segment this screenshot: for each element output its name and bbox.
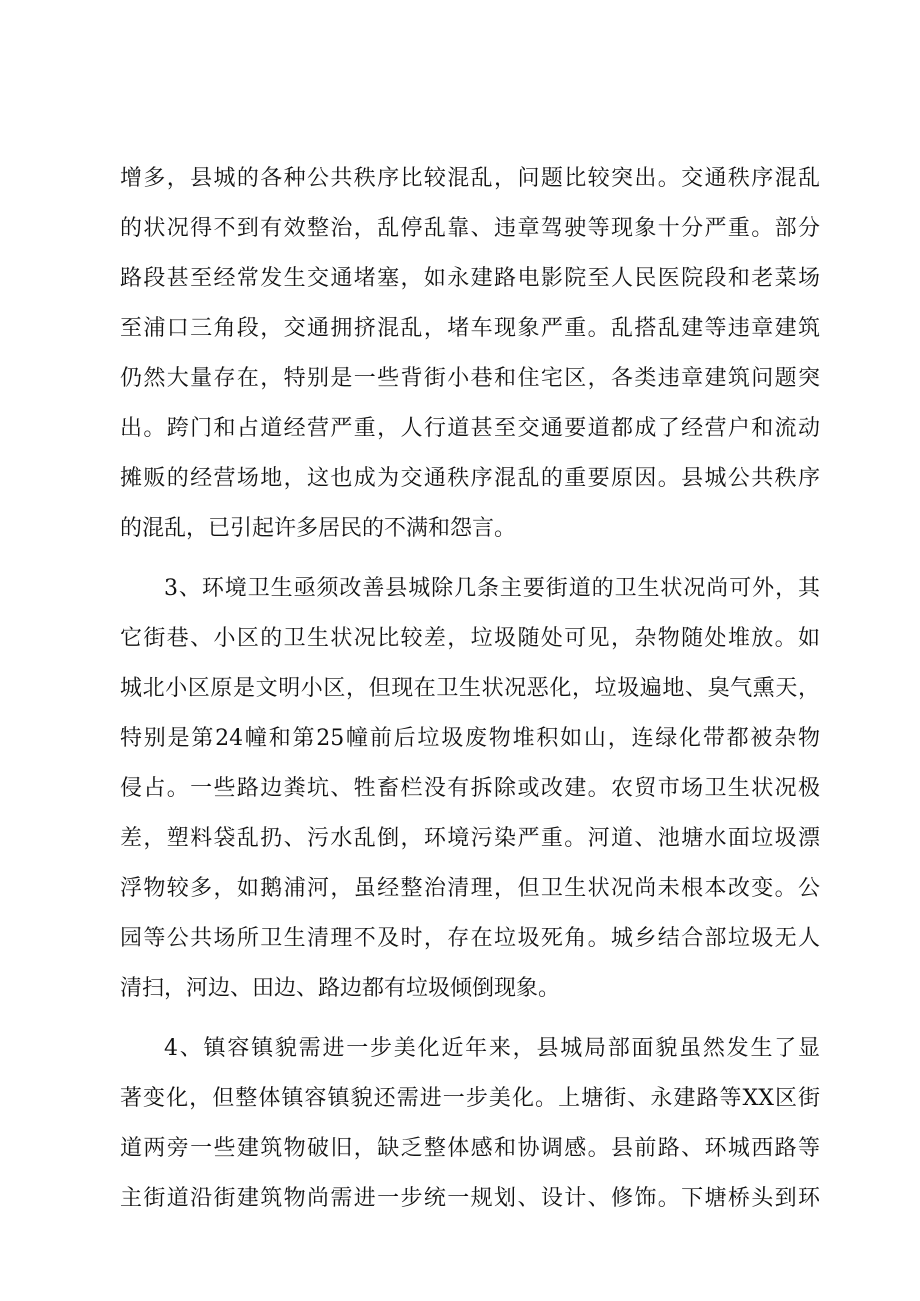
paragraph-line: 它街巷、小区的卫生状况比较差，垃圾随处可见，杂物随处堆放。如 bbox=[120, 626, 820, 651]
paragraph-line: 路段甚至经常发生交通堵塞，如永建路电影院至人民医院段和老菜场 bbox=[120, 266, 820, 291]
paragraph-line: 仍然大量存在，特别是一些背街小巷和住宅区，各类违章建筑问题突 bbox=[120, 366, 820, 391]
paragraph-line: 特别是第24幢和第25幢前后垃圾废物堆积如山，连绿化带都被杂物 bbox=[120, 726, 820, 751]
paragraph-line: 的状况得不到有效整治，乱停乱靠、违章驾驶等现象十分严重。部分 bbox=[120, 216, 820, 241]
paragraph-line: 清扫，河边、田边、路边都有垃圾倾倒现象。 bbox=[120, 976, 561, 1001]
paragraph-line: 著变化，但整体镇容镇貌还需进一步美化。上塘街、永建路等XX区街 bbox=[120, 1086, 820, 1111]
paragraph-line: 的混乱，已引起许多居民的不满和怨言。 bbox=[120, 516, 517, 541]
paragraph-line: 侵占。一些路边粪坑、牲畜栏没有拆除或改建。农贸市场卫生状况极 bbox=[120, 776, 820, 801]
paragraph-line: 道两旁一些建筑物破旧，缺乏整体感和协调感。县前路、环城西路等 bbox=[120, 1136, 820, 1161]
paragraph-line: 浮物较多，如鹅浦河，虽经整治清理，但卫生状况尚未根本改变。公 bbox=[120, 876, 820, 901]
paragraph-line: 至浦口三角段，交通拥挤混乱，堵车现象严重。乱搭乱建等违章建筑 bbox=[120, 316, 820, 341]
paragraph-line: 3、环境卫生亟须改善县城除几条主要街道的卫生状况尚可外，其 bbox=[164, 576, 820, 601]
paragraph-line: 主街道沿街建筑物尚需进一步统一规划、设计、修饰。下塘桥头到环 bbox=[120, 1186, 820, 1211]
paragraph-line: 摊贩的经营场地，这也成为交通秩序混乱的重要原因。县城公共秩序 bbox=[120, 466, 820, 491]
paragraph-line: 出。跨门和占道经营严重，人行道甚至交通要道都成了经营户和流动 bbox=[120, 416, 820, 441]
paragraph-line: 差，塑料袋乱扔、污水乱倒，环境污染严重。河道、池塘水面垃圾漂 bbox=[120, 826, 820, 851]
paragraph-line: 4、镇容镇貌需进一步美化近年来，县城局部面貌虽然发生了显 bbox=[164, 1036, 820, 1061]
paragraph-line: 园等公共场所卫生清理不及时，存在垃圾死角。城乡结合部垃圾无人 bbox=[120, 926, 820, 951]
paragraph-line: 增多，县城的各种公共秩序比较混乱，问题比较突出。交通秩序混乱 bbox=[120, 166, 820, 191]
paragraph-line: 城北小区原是文明小区，但现在卫生状况恶化，垃圾遍地、臭气熏天， bbox=[120, 676, 820, 701]
